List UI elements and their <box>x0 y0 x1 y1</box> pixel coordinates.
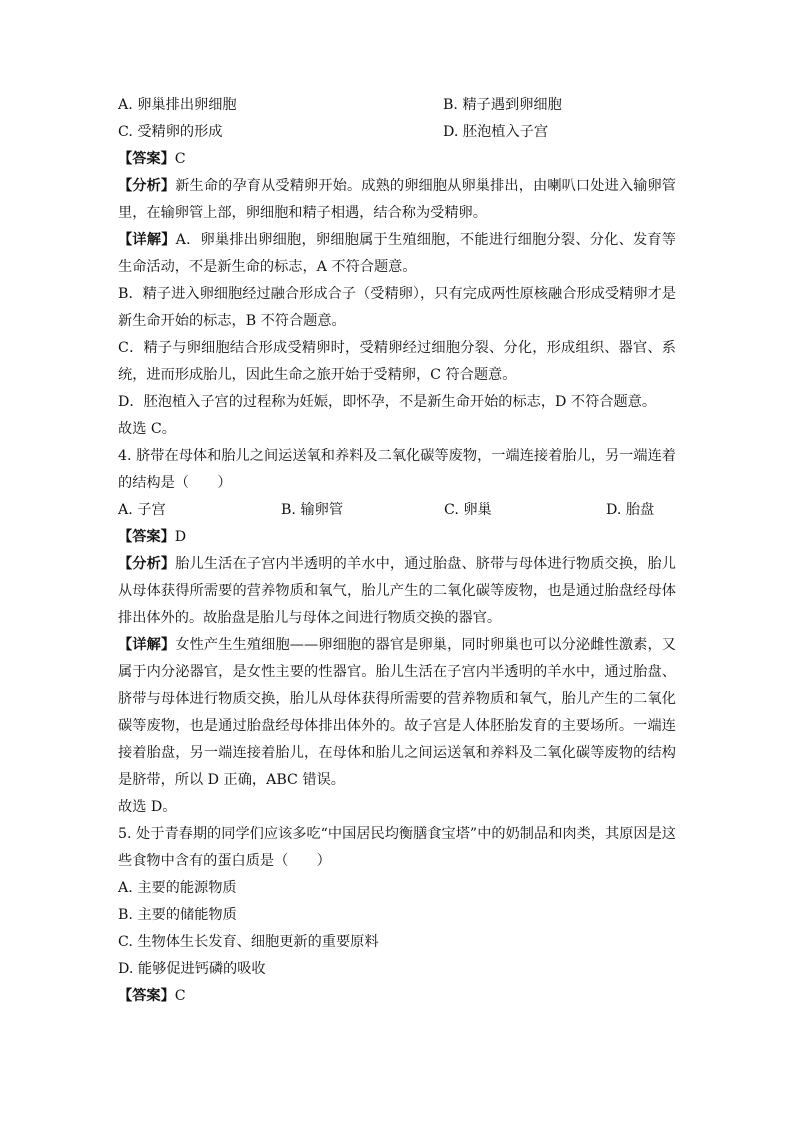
detail-text: 女性产生生殖细胞——卵细胞的器官是卵巢，同时卵巢也可以分泌雌性激素，又 <box>175 637 676 653</box>
q4-detail-line-5: 接着胎盘，另一端连接着胎儿，在母体和胎儿之间运送氧和养料及二氧化碳等废物的结构 <box>118 745 676 761</box>
q4-option-d[interactable]: D. 胎盘 <box>606 502 655 518</box>
q4-conclusion: 故选 D。 <box>118 799 177 815</box>
q3-option-a[interactable]: A. 卵巢排出卵细胞 <box>118 97 237 113</box>
q5-stem-line-2: 些食物中含有的蛋白质是（ ） <box>118 853 331 869</box>
answer-tag: 【答案】 <box>118 529 175 545</box>
q3-analysis-line-2: 里，在输卵管上部，卵细胞和精子相遇，结合称为受精卵。 <box>118 205 487 221</box>
q4-option-b[interactable]: B. 输卵管 <box>281 502 344 518</box>
detail-tag: 【详解】 <box>118 232 176 248</box>
q4-detail-line-4: 碳等废物，也是通过胎盘经母体排出体外的。故子宫是人体胚胎发育的主要场所。一端连 <box>118 718 676 734</box>
analysis-tag: 【分析】 <box>118 556 176 572</box>
detail-text: A．卵巢排出卵细胞，卵细胞属于生殖细胞，不能进行细胞分裂、分化、发育等 <box>175 232 676 248</box>
q3-detail-line-5: C．精子与卵细胞结合形成受精卵时，受精卵经过细胞分裂、分化，形成组织、器官、系 <box>118 340 676 356</box>
q3-detail-line-3: B．精子进入卵细胞经过融合形成合子（受精卵），只有完成两性原核融合形成受精卵才是 <box>118 286 676 302</box>
q4-option-a[interactable]: A. 子宫 <box>118 502 166 518</box>
answer-value: C <box>174 151 186 167</box>
q5-option-c[interactable]: C. 生物体生长发育、细胞更新的重要原料 <box>118 934 379 950</box>
q3-option-d[interactable]: D. 胚泡植入子宫 <box>443 124 549 140</box>
q3-options-row-1 <box>118 92 676 119</box>
q3-option-b[interactable]: B. 精子遇到卵细胞 <box>443 97 562 113</box>
q4-option-c[interactable]: C. 卵巢 <box>444 502 492 518</box>
answer-value: C <box>174 988 186 1004</box>
q4-options-row <box>118 497 676 524</box>
q5-stem-line-1: 5. 处于青春期的同学们应该多吃“中国居民均衡膳食宝塔”中的奶制品和肉类，其原因是这 <box>118 826 676 842</box>
q4-analysis-line-3: 排出体外的。故胎盘是胎儿与母体之间进行物质交换的器官。 <box>118 610 502 626</box>
q3-detail-line-2: 生命活动，不是新生命的标志，A 不符合题意。 <box>118 259 417 275</box>
q3-conclusion: 故选 C。 <box>118 421 176 437</box>
q4-stem-line-1: 4. 脐带在母体和胎儿之间运送氧和养料及二氧化碳等废物，一端连接着胎儿，另一端连着 <box>118 448 676 464</box>
q3-option-c[interactable]: C. 受精卵的形成 <box>118 124 223 140</box>
q4-detail-line-6: 是脐带，所以 D 正确，ABC 错误。 <box>118 772 345 788</box>
q3-answer <box>118 146 676 173</box>
q4-analysis-line-2: 从母体获得所需要的营养物质和氧气，胎儿产生的二氧化碳等废物，也是通过胎盘经母体 <box>118 583 676 599</box>
q5-option-a[interactable]: A. 主要的能源物质 <box>118 880 237 896</box>
answer-value: D <box>174 529 187 545</box>
q4-detail-line-1 <box>118 632 676 659</box>
analysis-text: 新生命的孕育从受精卵开始。成熟的卵细胞从卵巢排出，由喇叭口处进入输卵管 <box>175 178 676 194</box>
analysis-text: 胎儿生活在子宫内半透明的羊水中，通过胎盘、脐带与母体进行物质交换，胎儿 <box>175 556 676 572</box>
q3-detail-line-4: 新生命开始的标志，B 不符合题意。 <box>118 313 346 329</box>
q3-analysis-line-1 <box>118 173 676 200</box>
q4-answer <box>118 524 676 551</box>
analysis-tag: 【分析】 <box>118 178 176 194</box>
detail-tag: 【详解】 <box>118 637 176 653</box>
q5-option-b[interactable]: B. 主要的储能物质 <box>118 907 237 923</box>
q3-detail-line-1 <box>118 227 676 254</box>
q4-analysis-line-1 <box>118 551 676 578</box>
q5-option-d[interactable]: D. 能够促进钙磷的吸收 <box>118 961 266 977</box>
q5-answer <box>118 983 676 1010</box>
answer-tag: 【答案】 <box>118 988 175 1004</box>
answer-tag: 【答案】 <box>118 151 175 167</box>
q3-options-row-2 <box>118 119 676 146</box>
q4-detail-line-3: 脐带与母体进行物质交换，胎儿从母体获得所需要的营养物质和氧气，胎儿产生的二氧化 <box>118 691 676 707</box>
q3-detail-line-7: D．胚泡植入子宫的过程称为妊娠，即怀孕，不是新生命开始的标志，D 不符合题意。 <box>118 394 657 410</box>
q3-detail-line-6: 统，进而形成胎儿，因此生命之旅开始于受精卵，C 符合题意。 <box>118 367 517 383</box>
q4-detail-line-2: 属于内分泌器官，是女性主要的性器官。胎儿生活在子宫内半透明的羊水中，通过胎盘、 <box>118 664 676 680</box>
q4-stem-line-2: 的结构是（ ） <box>118 475 232 491</box>
